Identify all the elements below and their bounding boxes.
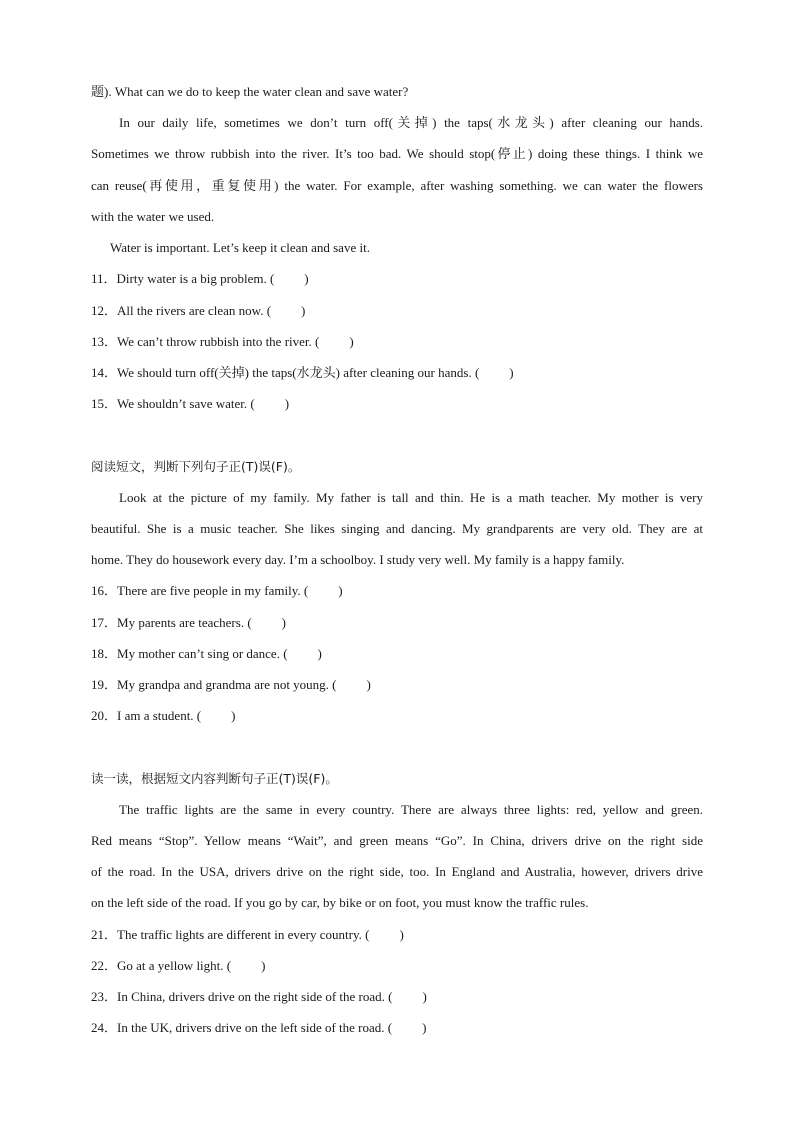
- answer-paren-close: ): [509, 365, 514, 380]
- question-text: I am a student. (: [117, 708, 202, 723]
- answer-paren-close: ): [338, 583, 343, 598]
- question-item: [91, 646, 322, 662]
- answer-paren-close: ): [399, 927, 404, 942]
- passage3-line: The traffic lights are the same in every country. There are always three lights: red, yellow and green.: [119, 802, 703, 817]
- question-number: 24．: [91, 1020, 118, 1035]
- question-text: In the UK, drivers drive on the left side of the road. (: [117, 1020, 393, 1035]
- question-item: [91, 615, 286, 631]
- question-item: [91, 396, 289, 412]
- passage2-line: beautiful. She is a music teacher. She likes singing and dancing. My grandparents are very old. They are at: [91, 521, 703, 536]
- question-text: All the rivers are clean now. (: [117, 303, 272, 318]
- question-item: [91, 708, 235, 724]
- answer-paren-close: ): [284, 396, 290, 411]
- section-title: 阅读短文，判断下列句子正(T)误(F)。: [91, 459, 301, 474]
- question-number: 16．: [91, 583, 118, 598]
- question-item: [91, 958, 265, 974]
- passage2-line: home. They do housework every day. I’m a schoolboy. I study very well. My family is a happy family.: [91, 552, 625, 567]
- question-item: [91, 334, 354, 350]
- question-text: There are five people in my family. (: [117, 583, 309, 598]
- passage1-closing: Water is important. Let’s keep it clean and save it.: [110, 240, 370, 255]
- answer-paren-close: ): [422, 989, 427, 1004]
- question-text: My grandpa and grandma are not young. (: [117, 677, 337, 692]
- passage3-line: Red means “Stop”. Yellow means “Wait”, and green means “Go”. In China, drivers drive on the right side: [91, 833, 703, 848]
- question-text: Go at a yellow light. (: [117, 958, 232, 973]
- question-item: [91, 583, 343, 599]
- passage1-line: In our daily life, sometimes we don’t turn off(关掉) the taps(水龙头) after cleaning our hands.: [119, 115, 703, 130]
- answer-paren-close: ): [261, 958, 266, 973]
- question-number: 17．: [91, 615, 118, 630]
- question-number: 11．: [91, 271, 117, 286]
- passage3-line: on the left side of the road. If you go by car, by bike or on foot, you must know the traffic rules.: [91, 895, 589, 910]
- question-number: 12．: [91, 303, 118, 318]
- question-text: We should turn off(关掉) the taps(水龙头) after cleaning our hands. (: [117, 365, 480, 380]
- answer-paren-close: ): [422, 1020, 427, 1035]
- question-number: 15．: [91, 396, 118, 411]
- question-text: My mother can’t sing or dance. (: [117, 646, 288, 661]
- passage3-line: of the road. In the USA, drivers drive on the right side, too. In England and Australia, however, drivers drive: [91, 864, 703, 879]
- answer-paren-close: ): [317, 646, 322, 661]
- answer-paren-close: ): [304, 271, 309, 286]
- question-text: My parents are teachers. (: [117, 615, 252, 630]
- question-text: We can’t throw rubbish into the river. (: [117, 334, 320, 349]
- question-item: [91, 927, 404, 943]
- passage1-intro-line: 题). What can we do to keep the water clean and save water?: [91, 84, 409, 99]
- question-number: 20．: [91, 708, 118, 723]
- question-text: In China, drivers drive on the right side of the road. (: [117, 989, 393, 1004]
- answer-paren-close: ): [231, 708, 236, 723]
- question-item: [91, 1020, 426, 1036]
- passage1-line: Sometimes we throw rubbish into the river. It’s too bad. We should stop(停止) doing these things. I think we: [91, 146, 703, 161]
- question-item: [91, 303, 305, 319]
- answer-paren-close: ): [281, 615, 286, 630]
- question-number: 19．: [91, 677, 118, 692]
- question-item: [91, 989, 427, 1005]
- question-text: Dirty water is a big problem. (: [116, 271, 275, 286]
- answer-paren-close: ): [301, 303, 306, 318]
- question-number: 14．: [91, 365, 118, 380]
- question-text: We shouldn’t save water. (: [117, 396, 255, 411]
- answer-paren-close: ): [349, 334, 354, 349]
- question-text: The traffic lights are different in every country. (: [117, 927, 370, 942]
- question-number: 18．: [91, 646, 118, 661]
- question-item: [91, 271, 309, 287]
- section-title: 读一读，根据短文内容判断句子正(T)误(F)。: [91, 771, 338, 786]
- answer-paren-close: ): [366, 677, 371, 692]
- question-number: 22．: [91, 958, 118, 973]
- question-number: 21．: [91, 927, 118, 942]
- question-item: [91, 365, 514, 381]
- question-number: 13．: [91, 334, 118, 349]
- passage2-line: Look at the picture of my family. My father is tall and thin. He is a math teacher. My mother is very: [119, 490, 703, 505]
- passage1-line: with the water we used.: [91, 209, 215, 224]
- passage1-line: can reuse(再使用，重复使用) the water. For example, after washing something. we can water the flowers: [91, 178, 703, 193]
- question-number: 23．: [91, 989, 118, 1004]
- question-item: [91, 677, 371, 693]
